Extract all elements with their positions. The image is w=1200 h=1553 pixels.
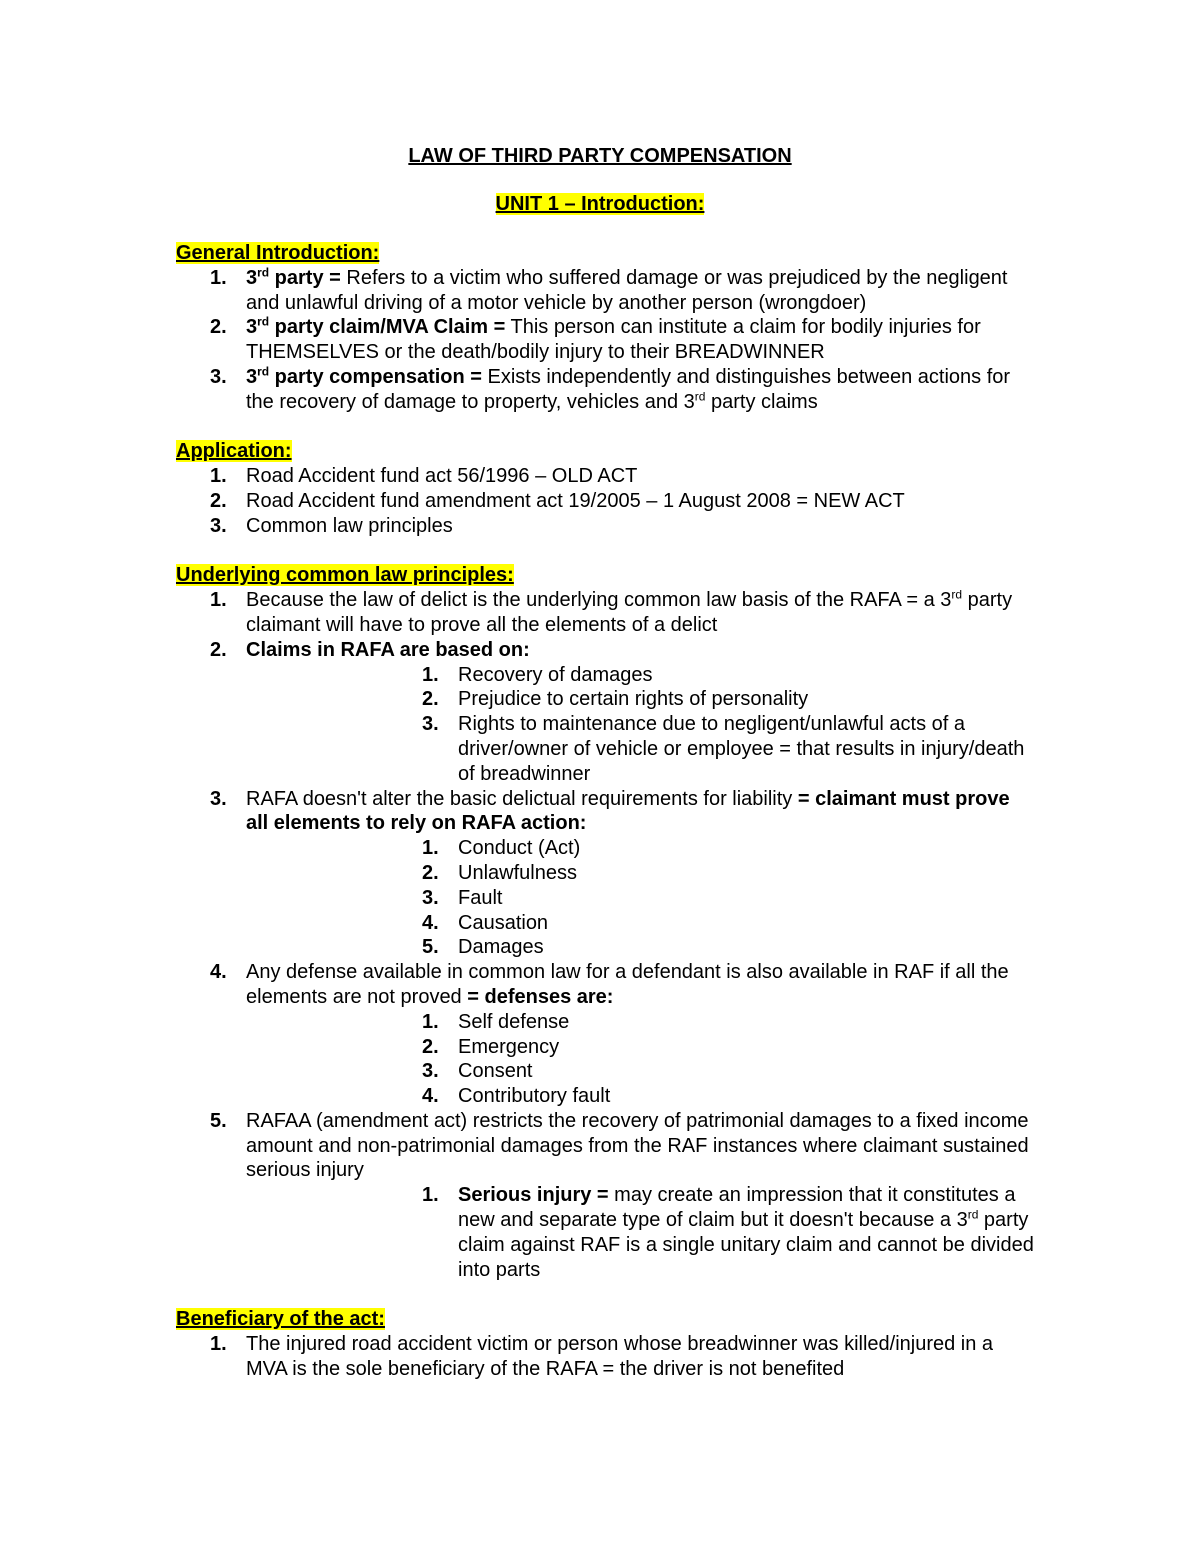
list-item: 1. Because the law of delict is the underlying common law basis of the RAFA = a 3rd party claimant will have to prove all the elements of a delict [210,587,1013,636]
section-heading-application: Application: [176,440,292,463]
sub-list-item: 1. Recovery of damages [422,663,653,686]
sub-list-item: 2. Prejudice to certain rights of personality [422,688,809,711]
sub-list-item: 1. Conduct (Act) [422,837,581,860]
sub-list-item: 4. Causation [422,911,549,934]
sub-list-item: 2. Emergency [422,1035,560,1058]
list-item: 1. Road Accident fund act 56/1996 – OLD ACT [210,465,638,488]
list-item: 2. Road Accident fund amendment act 19/2005 – 1 August 2008 = NEW ACT [210,489,905,512]
list-item: 1. 3rd party = Refers to a victim who suffered damage or was prejudiced by the negligent and unlawful driving of a motor vehicle by another person (wrongdoer) [210,265,1008,314]
list-item: 3. RAFA doesn't alter the basic delictual requirements for liability = claimant must prove all elements to rely on RAFA action: [210,787,1010,835]
sub-list-item: 5. Damages [422,936,544,959]
list-item: 1. The injured road accident victim or person whose breadwinner was killed/injured in a MVA is the sole beneficiary of the RAFA = the driver is not benefited [210,1333,994,1380]
list-item: 2. 3rd party claim/MVA Claim = This person can institute a claim for bodily injuries for THEMSELVES or the death/bodily injury to their BREADWINNER [210,314,981,364]
list-item: 2. Claims in RAFA are based on: [210,638,530,661]
section-heading-general: General Introduction: [176,242,380,264]
sub-list-item: 3. Consent [422,1060,533,1083]
document-title: LAW OF THIRD PARTY COMPENSATION [408,145,792,167]
list-item: 5. RAFAA (amendment act) restricts the recovery of patrimonial damages to a fixed income amount and non-patrimonial damages from the RAF instances where claimant sustained serious injury [210,1109,1029,1182]
list-item: 4. Any defense available in common law for a defendant is also available in RAF if all the elements are not proved = defenses are: [210,961,1009,1008]
list-item: 3. Common law principles [210,514,453,537]
sub-list-item: 3. Rights to maintenance due to negligent/unlawful acts of a driver/owner of vehicle or employee = that results in injury/death of breadwinner [422,713,1025,785]
section-heading-underlying: Underlying common law principles: [176,564,514,587]
sub-list-item: 3. Fault [422,886,503,909]
sub-list-item: 1. Serious injury = may create an impression that it constitutes a new and separate type of claim but it doesn't because a 3rd party claim against RAF is a single unitary claim and cannot be divided into parts [422,1184,1034,1281]
sub-list-item: 2. Unlawfulness [422,861,577,884]
sub-list-item: 4. Contributory fault [422,1085,611,1108]
list-item: 3. 3rd party compensation = Exists independently and distinguishes between actions for the recovery of damage to property, vehicles and 3rd party claims [210,364,1011,413]
section-heading-beneficiary: Beneficiary of the act: [176,1308,385,1331]
document-body [176,241,1036,1382]
unit-heading: UNIT 1 – Introduction: [495,193,705,215]
sub-list-item: 1. Self defense [422,1010,570,1033]
